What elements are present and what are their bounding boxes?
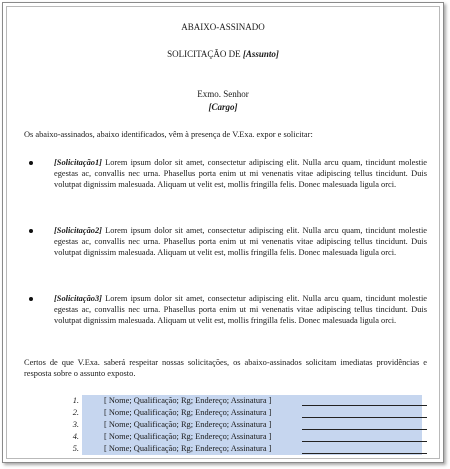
signature-row xyxy=(67,419,427,431)
signature-number: 4. xyxy=(72,432,79,441)
request-placeholder[interactable]: [Solicitação2] xyxy=(54,226,102,235)
request-item-3 xyxy=(29,293,427,326)
signature-line xyxy=(302,453,427,454)
document-page xyxy=(6,6,440,459)
signature-placeholder: [ Nome; Qualificação; Rg; Endereço; Assinatura ] xyxy=(104,396,272,405)
signature-number: 2. xyxy=(72,408,79,417)
request-item-2 xyxy=(29,225,427,258)
request-text xyxy=(54,225,427,258)
intro-paragraph: Os abaixo-assinados, abaixo identificados, vêm à presença de V.Exa. expor e solicitar: xyxy=(24,130,313,139)
recipient-placeholder[interactable]: [Cargo] xyxy=(208,102,238,112)
signature-list xyxy=(67,395,427,455)
signature-number: 3. xyxy=(72,420,79,429)
subject-placeholder[interactable]: [Assunto] xyxy=(242,49,279,59)
request-text xyxy=(54,293,427,326)
bullet-icon xyxy=(29,297,33,301)
signature-line xyxy=(302,429,427,430)
signature-placeholder: [ Nome; Qualificação; Rg; Endereço; Assinatura ] xyxy=(104,408,272,417)
signature-number: 5. xyxy=(72,444,79,453)
document-title: ABAIXO-ASSINADO xyxy=(181,22,265,32)
signature-row xyxy=(67,407,427,419)
signature-number: 1. xyxy=(72,396,79,405)
request-body: Lorem ipsum dolor sit amet, consectetur adipiscing elit. Nulla arcu quam, tincidunt molestie egestas ac, convallis nec urna. Phasellus porta enim ut mi venenatis vitae adipiscing tellus tincidunt. Duis volutpat dignissim malesuada. Aliquam ut velit est, mollis fringilla felis. Donec malesuada ligula orci. xyxy=(54,158,427,189)
request-placeholder[interactable]: [Solicitação1] xyxy=(54,158,102,167)
bullet-icon xyxy=(29,161,33,165)
document-frame xyxy=(2,2,444,463)
signature-field[interactable] xyxy=(82,419,422,431)
signature-line xyxy=(302,441,427,442)
signature-placeholder: [ Nome; Qualificação; Rg; Endereço; Assinatura ] xyxy=(104,432,272,441)
request-body: Lorem ipsum dolor sit amet, consectetur adipiscing elit. Nulla arcu quam, tincidunt molestie egestas ac, convallis nec urna. Phasellus porta enim ut mi venenatis vitae adipiscing tellus tincidunt. Duis volutpat dignissim malesuada. Aliquam ut velit est, mollis fringilla felis. Donec malesuada ligula orci. xyxy=(54,226,427,257)
signature-line xyxy=(302,417,427,418)
signature-field[interactable] xyxy=(82,407,422,419)
signature-field[interactable] xyxy=(82,431,422,443)
signature-placeholder: [ Nome; Qualificação; Rg; Endereço; Assinatura ] xyxy=(104,444,272,453)
request-item-1 xyxy=(29,157,427,190)
signature-field[interactable] xyxy=(82,443,422,455)
signature-row xyxy=(67,395,427,407)
signature-field[interactable] xyxy=(82,395,422,407)
request-body: Lorem ipsum dolor sit amet, consectetur adipiscing elit. Nulla arcu quam, tincidunt molestie egestas ac, convallis nec urna. Phasellus porta enim ut mi venenatis vitae adipiscing tellus tincidunt. Duis volutpat dignissim malesuada. Aliquam ut velit est, mollis fringilla felis. Donec malesuada ligula orci. xyxy=(54,294,427,325)
signature-line xyxy=(302,405,427,406)
signature-row xyxy=(67,431,427,443)
signature-row xyxy=(67,443,427,455)
request-text xyxy=(54,157,427,190)
salutation: Exmo. Senhor xyxy=(197,89,249,99)
document-subtitle xyxy=(7,49,439,60)
signature-placeholder: [ Nome; Qualificação; Rg; Endereço; Assinatura ] xyxy=(104,420,272,429)
subtitle-prefix: SOLICITAÇÃO DE xyxy=(167,49,243,59)
request-placeholder[interactable]: [Solicitação3] xyxy=(54,294,102,303)
bullet-icon xyxy=(29,229,33,233)
closing-paragraph: Certos de que V.Exa. saberá respeitar nossas solicitações, os abaixo-assinados solicitam imediatas providências e resposta sobre o assunto exposto. xyxy=(24,358,427,378)
